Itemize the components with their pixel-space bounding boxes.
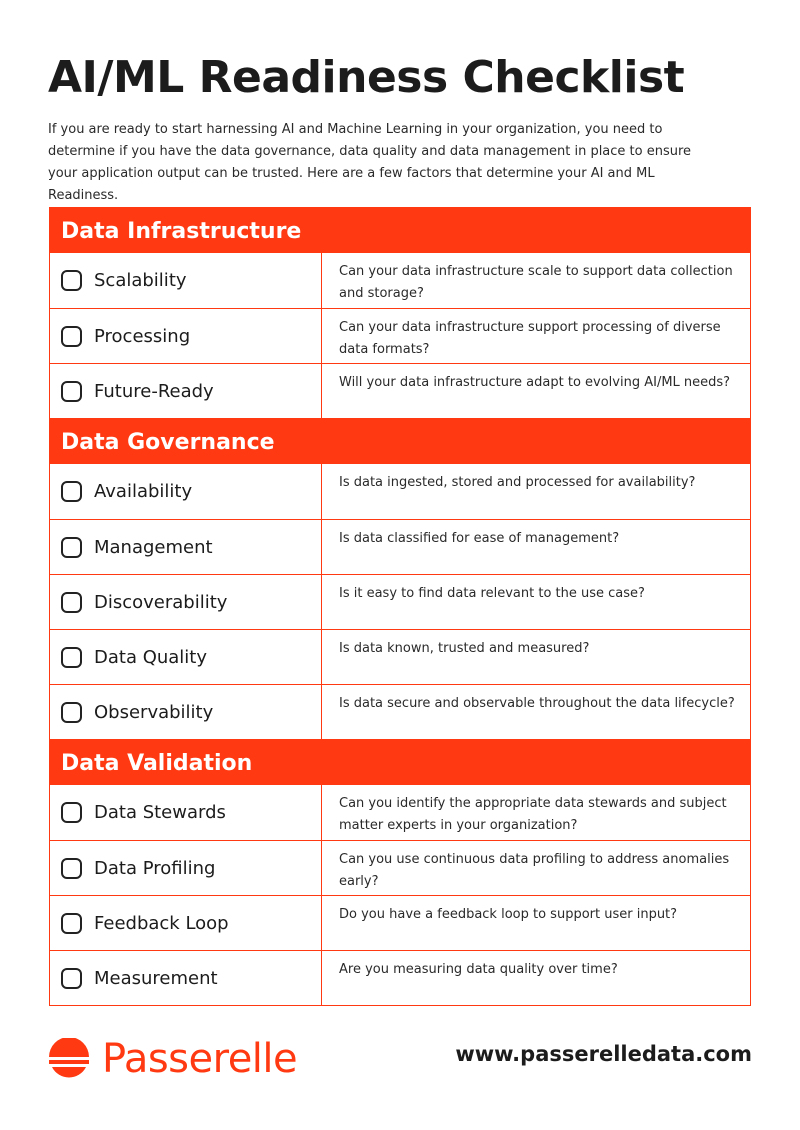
checkbox[interactable] — [61, 326, 82, 347]
checklist-row-processing — [50, 308, 750, 363]
checkbox[interactable] — [61, 802, 82, 823]
checklist-table — [49, 207, 751, 1006]
item-label: Observability — [94, 701, 214, 723]
checklist-row-future-ready — [50, 363, 750, 418]
checklist-row-scalability — [50, 253, 750, 308]
item-label: Feedback Loop — [94, 912, 229, 934]
checkbox[interactable] — [61, 592, 82, 613]
section-header-data-infrastructure: Data Infrastructure — [50, 207, 750, 253]
checklist-row-data-profiling — [50, 840, 750, 895]
checklist-row-availability — [50, 464, 750, 519]
item-question: Do you have a feedback loop to support user input? — [339, 907, 678, 922]
checklist-item — [50, 464, 322, 519]
checklist-row-measurement — [50, 950, 750, 1005]
checkbox[interactable] — [61, 270, 82, 291]
checkbox[interactable] — [61, 647, 82, 668]
checklist-item — [50, 951, 322, 1005]
footer — [48, 1036, 752, 1084]
item-label: Data Quality — [94, 646, 208, 668]
checklist-item — [50, 575, 322, 629]
item-question: Are you measuring data quality over time? — [339, 962, 618, 977]
checklist-item — [50, 520, 322, 574]
item-label: Discoverability — [94, 591, 228, 613]
checkbox[interactable] — [61, 537, 82, 558]
checklist-row-observability — [50, 684, 750, 739]
section-header-data-governance: Data Governance — [50, 418, 750, 464]
checklist-row-data-stewards — [50, 785, 750, 840]
item-question: Is data ingested, stored and processed for availability? — [339, 475, 696, 490]
item-label: Availability — [94, 481, 193, 502]
item-label: Data Stewards — [94, 802, 226, 823]
passerelle-logo-icon — [48, 1038, 90, 1080]
website-link[interactable]: www.passerelledata.com — [455, 1042, 752, 1066]
checkbox[interactable] — [61, 968, 82, 989]
checklist-item — [50, 785, 322, 840]
checkbox[interactable] — [61, 913, 82, 934]
brand-logo — [48, 1036, 297, 1082]
checklist-item — [50, 896, 322, 950]
item-question: Is it easy to find data relevant to the use case? — [339, 586, 645, 601]
checklist-item — [50, 685, 322, 739]
checklist-row-data-quality — [50, 629, 750, 684]
checkbox[interactable] — [61, 381, 82, 402]
brand-name: Passerelle — [102, 1036, 298, 1082]
checklist-row-discoverability — [50, 574, 750, 629]
checkbox[interactable] — [61, 481, 82, 502]
item-label: Scalability — [94, 270, 187, 291]
item-question: Will your data infrastructure adapt to evolving AI/ML needs? — [339, 375, 731, 390]
checkbox[interactable] — [61, 858, 82, 879]
intro-paragraph: If you are ready to start harnessing AI and Machine Learning in your organization, you need to determine if you have the data governance, data quality and data management in place to ensure your application output can be trusted. Here are a few factors that determine your AI and ML Readiness. — [48, 122, 692, 203]
item-label: Future-Ready — [94, 380, 214, 402]
checklist-row-feedback-loop — [50, 895, 750, 950]
item-label: Management — [94, 536, 213, 558]
item-label: Measurement — [94, 967, 218, 989]
section-header-data-validation: Data Validation — [50, 739, 750, 785]
item-question: Can your data infrastructure scale to support data collection and storage? — [339, 264, 733, 301]
checkbox[interactable] — [61, 702, 82, 723]
checklist-item — [50, 841, 322, 895]
checklist-item — [50, 630, 322, 684]
item-question: Is data classified for ease of management? — [339, 531, 620, 546]
item-question: Is data known, trusted and measured? — [339, 641, 590, 656]
item-question: Can your data infrastructure support processing of diverse data formats? — [339, 320, 721, 357]
item-question: Can you use continuous data profiling to address anomalies early? — [339, 852, 730, 889]
checklist-item — [50, 253, 322, 308]
checklist-item — [50, 364, 322, 418]
item-question: Can you identify the appropriate data stewards and subject matter experts in your organization? — [339, 796, 727, 833]
item-question: Is data secure and observable throughout the data lifecycle? — [339, 696, 735, 711]
item-label: Processing — [94, 325, 191, 347]
page-title: AI/ML Readiness Checklist — [48, 52, 685, 103]
checklist-row-management — [50, 519, 750, 574]
checklist-item — [50, 309, 322, 363]
item-label: Data Profiling — [94, 857, 216, 879]
